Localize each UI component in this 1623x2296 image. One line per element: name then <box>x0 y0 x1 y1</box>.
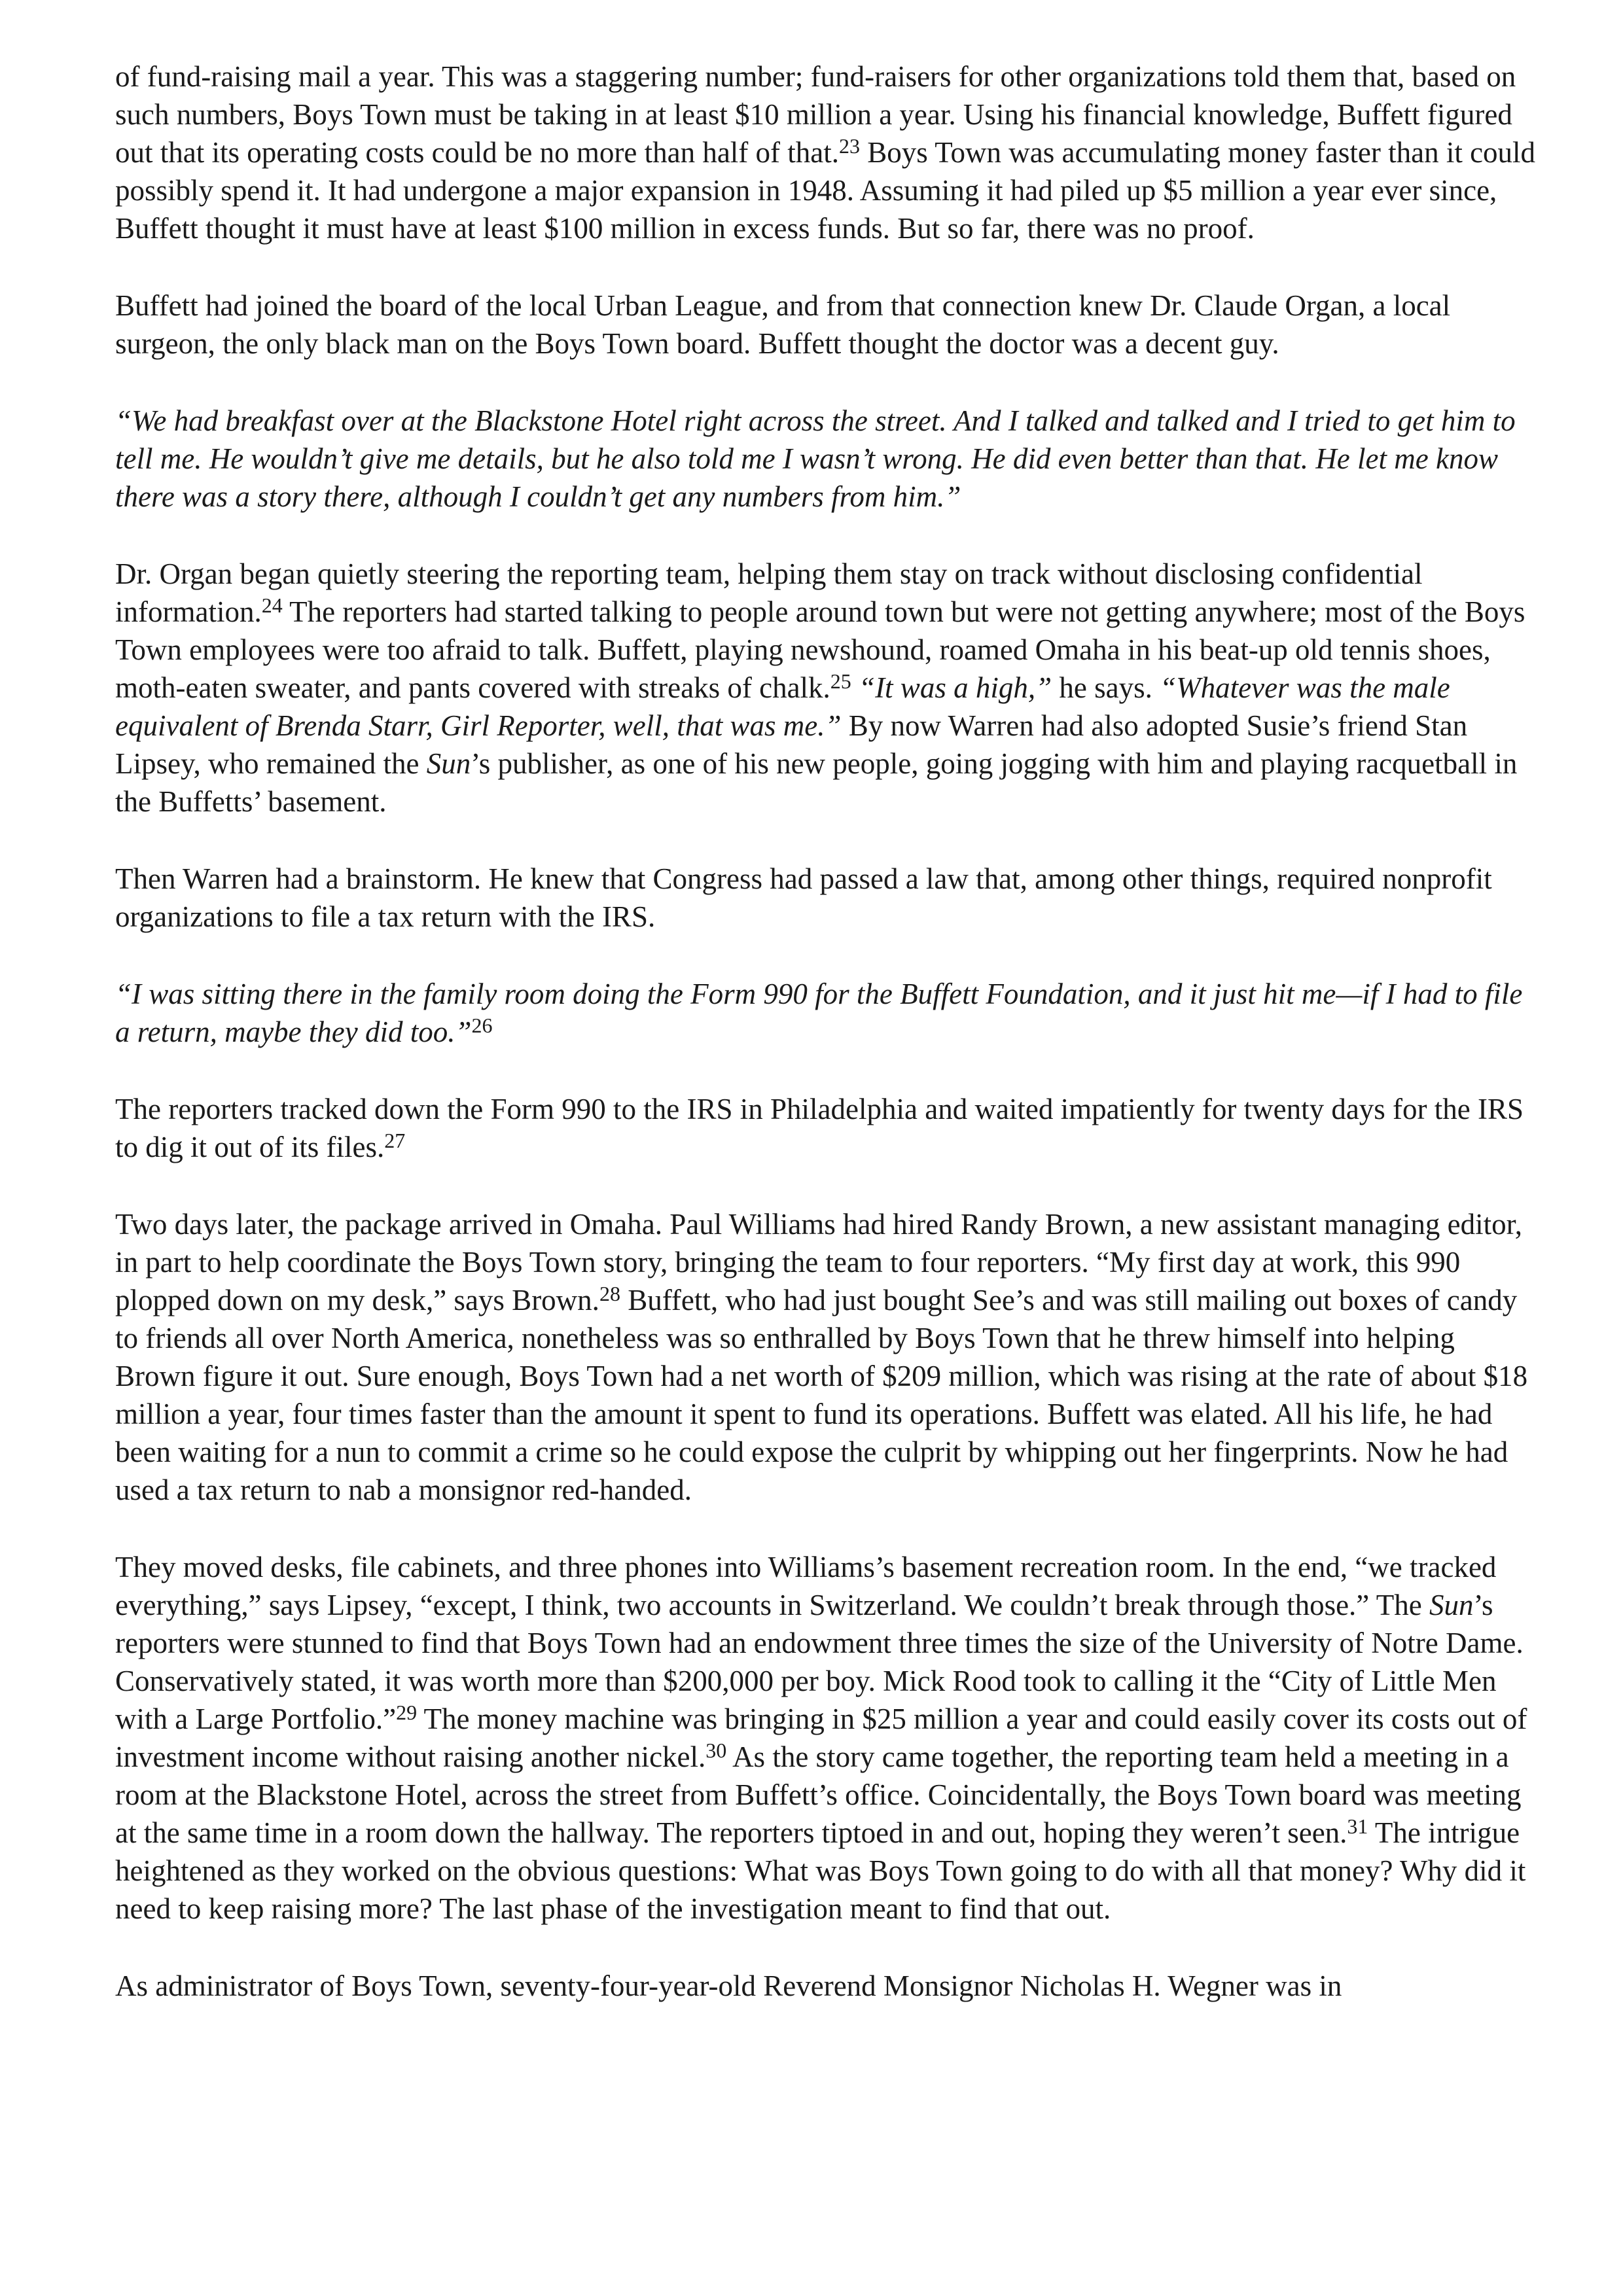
text-run: “I was sitting there in the family room doing the Form 990 for the Buffett Foundation, and it just hit me—if I had to file a return, maybe they did too.” <box>115 978 1523 1048</box>
body-paragraph <box>115 1548 1542 1928</box>
document-page <box>115 58 1542 2005</box>
body-paragraph <box>115 555 1542 821</box>
text-run: The money machine was bringing in $25 million a year and could easily cover its costs out of investment income without raising another nickel. <box>115 1703 1527 1773</box>
body-paragraph <box>115 860 1542 936</box>
text-run: As administrator of Boys Town, seventy-four-year-old Reverend Monsignor Nicholas H. Wegner was in <box>115 1969 1342 2002</box>
body-paragraph <box>115 287 1542 362</box>
text-run: of fund-raising mail a year. This was a staggering number; fund-raisers for other organizations told them that, based on such numbers, Boys Town must be taking in at least $10 million a year. Using his financial knowledge, Buffett figured out that its operating costs could be no more than half of that. <box>115 60 1516 169</box>
text-run <box>851 671 859 704</box>
italic-text: Sun <box>1429 1589 1474 1621</box>
footnote-marker: 27 <box>384 1129 406 1152</box>
footnote-marker: 28 <box>599 1282 620 1305</box>
text-run: The reporters tracked down the Form 990 to the IRS in Philadelphia and waited impatiently for twenty days for the IRS to dig it out of its files. <box>115 1093 1524 1163</box>
italic-text: “It was a high,” <box>859 671 1052 704</box>
footnote-marker: 26 <box>471 1014 493 1037</box>
text-run: Buffett, who had just bought See’s and was still mailing out boxes of candy to friends all over North America, nonetheless was so enthralled by Boys Town that he threw himself into helping Brown figure it out. Sure enough, Boys Town had a net worth of $209 million, which was rising at the rate of about $18 million a year, four times faster than the amount it spent to fund its operations. Buffett was elated. All his life, he had been waiting for a nun to commit a crime so he could expose the culprit by whipping out her fingerprints. Now he had used a tax return to nab a monsignor red-handed. <box>115 1284 1528 1506</box>
footnote-marker: 29 <box>396 1701 418 1724</box>
text-run: Boys Town was accumulating money faster than it could possibly spend it. It had undergone a major expansion in 1948. Assuming it had piled up $5 million a year ever since, Buffett thought it must have at least $100 million in excess funds. But so far, there was no proof. <box>115 136 1536 245</box>
text-run: The intrigue heightened as they worked on the obvious questions: What was Boys Town going to do with all that money? Why did it need to keep raising more? The last phase of the investigation meant to find that out. <box>115 1816 1526 1925</box>
body-paragraph <box>115 1090 1542 1166</box>
text-run: Two days later, the package arrived in Omaha. Paul Williams had hired Randy Brown, a new assistant managing editor, in part to help coordinate the Boys Town story, bringing the team to four reporters. “My first day at work, this 990 plopped down on my desk,” says Brown. <box>115 1208 1523 1316</box>
body-paragraph <box>115 58 1542 247</box>
footnote-marker: 31 <box>1347 1814 1368 1838</box>
text-run: By now Warren had also adopted Susie’s friend Stan Lipsey, who remained the <box>115 709 1468 780</box>
text-run: he says. <box>1052 671 1160 704</box>
text-run: ’s publisher, as one of his new people, going jogging with him and playing racquetball in the Buffetts’ basement. <box>115 747 1518 818</box>
italic-text: “Whatever was the male equivalent of Brenda Starr, Girl Reporter, well, that was me.” <box>115 671 1450 742</box>
text-run: As the story came together, the reporting team held a meeting in a room at the Blackstone Hotel, across the street from Buffett’s office. Coincidentally, the Boys Town board was meeting at the same time in a room down the hallway. The reporters tiptoed in and out, hoping they weren’t seen. <box>115 1740 1522 1849</box>
text-run: ’s reporters were stunned to find that Boys Town had an endowment three times the size of the University of Notre Dame. Conservatively stated, it was worth more than $200,000 per boy. Mick Rood took to calling it the “City of Little Men with a Large Portfolio.” <box>115 1589 1524 1735</box>
footnote-marker: 25 <box>830 669 851 693</box>
body-paragraph <box>115 1205 1542 1509</box>
footnote-marker: 23 <box>839 134 860 158</box>
quote-paragraph <box>115 975 1542 1051</box>
text-run: Then Warren had a brainstorm. He knew that Congress had passed a law that, among other things, required nonprofit organizations to file a tax return with the IRS. <box>115 862 1492 933</box>
text-run: “We had breakfast over at the Blackstone Hotel right across the street. And I talked and talked and I tried to get him to tell me. He wouldn’t give me details, but he also told me I wasn’t wrong. He did even better than that. He let me know there was a story there, although I couldn’t get any numbers from him.” <box>115 404 1516 513</box>
text-run: Buffett had joined the board of the local Urban League, and from that connection knew Dr. Claude Organ, a local surgeon, the only black man on the Boys Town board. Buffett thought the doctor was a decent guy. <box>115 289 1451 360</box>
footnote-marker: 24 <box>261 593 283 617</box>
quote-paragraph <box>115 402 1542 516</box>
italic-text: Sun <box>426 747 471 780</box>
body-paragraph <box>115 1967 1542 2005</box>
footnote-marker: 30 <box>705 1739 727 1762</box>
text-run: They moved desks, file cabinets, and three phones into Williams’s basement recreation room. In the end, “we tracked everything,” says Lipsey, “except, I think, two accounts in Switzerland. We couldn’t break through those.” The <box>115 1551 1497 1621</box>
text-run: The reporters had started talking to people around town but were not getting anywhere; most of the Boys Town employees were too afraid to talk. Buffett, playing newshound, roamed Omaha in his beat-up old tennis shoes, moth-eaten sweater, and pants covered with streaks of chalk. <box>115 595 1525 704</box>
text-run: Dr. Organ began quietly steering the reporting team, helping them stay on track without disclosing confidential information. <box>115 557 1423 628</box>
